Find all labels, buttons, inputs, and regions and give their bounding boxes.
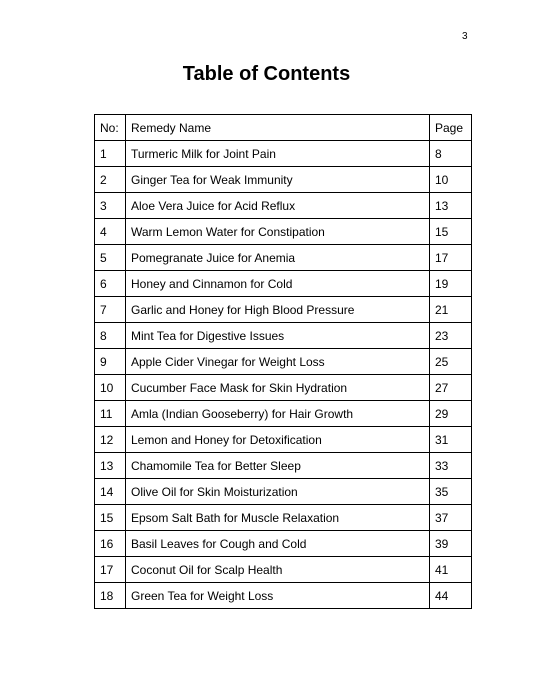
page-ref: 10: [430, 167, 472, 193]
table-row: [95, 193, 472, 219]
page-ref: 19: [430, 271, 472, 297]
table-row: [95, 349, 472, 375]
page-ref: 21: [430, 297, 472, 323]
remedy-name: Coconut Oil for Scalp Health: [126, 557, 430, 583]
remedy-name: Chamomile Tea for Better Sleep: [126, 453, 430, 479]
page-ref: 27: [430, 375, 472, 401]
row-number: 3: [95, 193, 126, 219]
page-ref: 37: [430, 505, 472, 531]
remedy-name: Pomegranate Juice for Anemia: [126, 245, 430, 271]
row-number: 4: [95, 219, 126, 245]
table-row: [95, 323, 472, 349]
page-title: Table of Contents: [182, 63, 351, 85]
table-header-row: [95, 115, 472, 141]
page-ref: 29: [430, 401, 472, 427]
row-number: 1: [95, 141, 126, 167]
header-page: Page: [430, 115, 472, 141]
page-ref: 13: [430, 193, 472, 219]
page-ref: 33: [430, 453, 472, 479]
remedy-name: Ginger Tea for Weak Immunity: [126, 167, 430, 193]
page-ref: 41: [430, 557, 472, 583]
remedy-name: Mint Tea for Digestive Issues: [126, 323, 430, 349]
table-row: [95, 375, 472, 401]
table-row: [95, 141, 472, 167]
remedy-name: Warm Lemon Water for Constipation: [126, 219, 430, 245]
table-row: [95, 505, 472, 531]
row-number: 8: [95, 323, 126, 349]
page-ref: 35: [430, 479, 472, 505]
page-ref: 31: [430, 427, 472, 453]
row-number: 18: [95, 583, 126, 609]
header-remedy-name: Remedy Name: [126, 115, 430, 141]
remedy-name: Honey and Cinnamon for Cold: [126, 271, 430, 297]
remedy-name: Green Tea for Weight Loss: [126, 583, 430, 609]
table-row: [95, 427, 472, 453]
page-number: 3: [462, 31, 468, 42]
remedy-name: Basil Leaves for Cough and Cold: [126, 531, 430, 557]
remedy-name: Garlic and Honey for High Blood Pressure: [126, 297, 430, 323]
table-body: [95, 141, 472, 609]
page-ref: 25: [430, 349, 472, 375]
row-number: 2: [95, 167, 126, 193]
row-number: 7: [95, 297, 126, 323]
row-number: 14: [95, 479, 126, 505]
row-number: 13: [95, 453, 126, 479]
remedy-name: Cucumber Face Mask for Skin Hydration: [126, 375, 430, 401]
remedy-name: Turmeric Milk for Joint Pain: [126, 141, 430, 167]
table-row: [95, 531, 472, 557]
header-no: No:: [95, 115, 126, 141]
page-ref: 44: [430, 583, 472, 609]
remedy-name: Lemon and Honey for Detoxification: [126, 427, 430, 453]
table-row: [95, 401, 472, 427]
table-row: [95, 271, 472, 297]
remedy-name: Aloe Vera Juice for Acid Reflux: [126, 193, 430, 219]
table-row: [95, 583, 472, 609]
remedy-name: Apple Cider Vinegar for Weight Loss: [126, 349, 430, 375]
table-row: [95, 167, 472, 193]
table-row: [95, 219, 472, 245]
remedy-name: Amla (Indian Gooseberry) for Hair Growth: [126, 401, 430, 427]
row-number: 10: [95, 375, 126, 401]
row-number: 12: [95, 427, 126, 453]
row-number: 9: [95, 349, 126, 375]
remedy-name: Epsom Salt Bath for Muscle Relaxation: [126, 505, 430, 531]
page-ref: 17: [430, 245, 472, 271]
contents-table: [94, 114, 472, 609]
table-row: [95, 297, 472, 323]
row-number: 5: [95, 245, 126, 271]
page-ref: 8: [430, 141, 472, 167]
row-number: 6: [95, 271, 126, 297]
row-number: 15: [95, 505, 126, 531]
remedy-name: Olive Oil for Skin Moisturization: [126, 479, 430, 505]
table-header: [95, 115, 472, 141]
table-row: [95, 557, 472, 583]
row-number: 16: [95, 531, 126, 557]
page-ref: 23: [430, 323, 472, 349]
page-ref: 39: [430, 531, 472, 557]
table-row: [95, 245, 472, 271]
table-row: [95, 479, 472, 505]
page-ref: 15: [430, 219, 472, 245]
table-row: [95, 453, 472, 479]
row-number: 11: [95, 401, 126, 427]
row-number: 17: [95, 557, 126, 583]
